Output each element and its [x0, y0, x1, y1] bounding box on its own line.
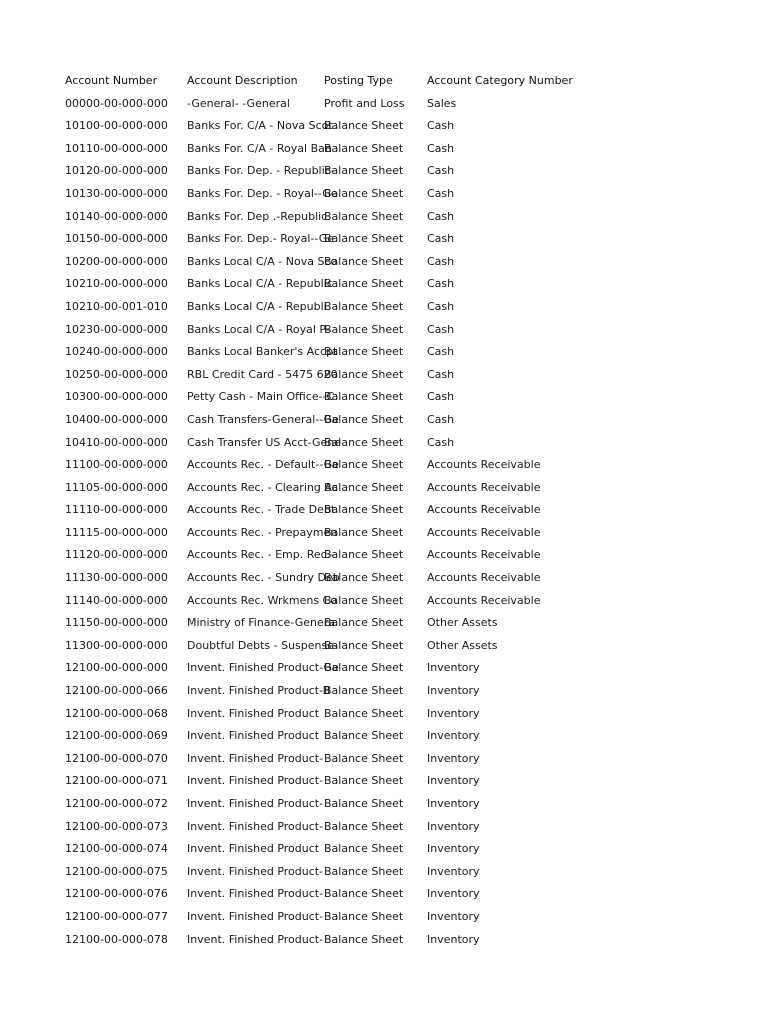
table-row: [0, 703, 768, 726]
account-number-cell: 11105-00-000-000: [65, 480, 168, 494]
table-row: [0, 364, 768, 387]
account-number-cell: 11100-00-000-000: [65, 458, 168, 472]
table-row: [0, 635, 768, 658]
table-row: [0, 793, 768, 816]
account-description-cell: Invent. Finished Product-: [187, 819, 324, 833]
account-number-cell: 10230-00-000-000: [65, 322, 168, 336]
posting-type-cell: Balance Sheet: [324, 232, 404, 246]
posting-type-cell: Balance Sheet: [324, 367, 404, 381]
posting-type-cell: Balance Sheet: [324, 503, 404, 517]
account-description-cell: Banks Local C/A - Republic: [187, 277, 333, 291]
posting-type-cell: Balance Sheet: [324, 390, 404, 404]
account-category-cell: Inventory: [427, 684, 480, 698]
account-category-cell: Cash: [427, 299, 455, 313]
account-description-cell: Accounts Rec. - Default--Ge: [187, 458, 339, 472]
account-description-cell: Banks Local C/A - Royal P-: [187, 322, 330, 336]
account-description-cell: Cash Transfers-General--Ge: [187, 412, 339, 426]
account-category-cell: Accounts Receivable: [427, 571, 541, 585]
header-account-category-number: Account Category Number: [427, 74, 573, 87]
account-description-cell: Banks For. Dep. - Royal--Ge: [187, 186, 338, 200]
account-number-cell: 10130-00-000-000: [65, 186, 168, 200]
posting-type-cell: Balance Sheet: [324, 751, 404, 765]
account-category-cell: Inventory: [427, 864, 480, 878]
account-category-cell: Inventory: [427, 797, 480, 810]
account-number-cell: 12100-00-000-076: [65, 887, 168, 901]
table-row: [0, 725, 768, 748]
account-category-cell: Cash: [427, 390, 455, 404]
account-number-cell: 12100-00-000-068: [65, 706, 168, 720]
posting-type-cell: Balance Sheet: [324, 525, 404, 539]
header-account-number: Account Number: [65, 74, 158, 87]
posting-type-cell: Profit and Loss: [324, 96, 405, 110]
account-number-cell: 10210-00-001-010: [65, 299, 168, 313]
posting-type-cell: Balance Sheet: [324, 661, 404, 675]
account-category-cell: Inventory: [427, 842, 480, 856]
table-row: [0, 906, 768, 929]
posting-type-cell: Balance Sheet: [324, 887, 404, 901]
account-category-cell: Cash: [427, 232, 455, 246]
posting-type-cell: Balance Sheet: [324, 638, 404, 652]
account-category-cell: Inventory: [427, 661, 480, 675]
posting-type-cell: Balance Sheet: [324, 299, 404, 313]
account-description-cell: Invent. Finished Product-B: [187, 684, 331, 698]
account-description-cell: Cash Transfer US Acct-Gene: [187, 435, 342, 449]
posting-type-cell: Balance Sheet: [324, 729, 404, 743]
account-description-cell: Accounts Rec. - Trade Debt: [187, 503, 336, 517]
account-number-cell: 10150-00-000-000: [65, 232, 168, 246]
account-category-cell: Cash: [427, 164, 455, 178]
table-row: [0, 861, 768, 884]
account-description-cell: Accounts Rec. - Prepaymen: [187, 525, 338, 539]
account-description-cell: Doubtful Debts - Suspense-: [187, 638, 338, 652]
account-category-cell: Cash: [427, 412, 455, 426]
table-row: [0, 296, 768, 319]
account-number-cell: 00000-00-000-000: [65, 96, 168, 110]
account-description-cell: Invent. Finished Product: [187, 729, 320, 743]
account-category-cell: Inventory: [427, 932, 480, 946]
account-description-cell: Invent. Finished Product-: [187, 864, 324, 878]
account-category-cell: Cash: [427, 367, 455, 381]
account-number-cell: 12100-00-000-072: [65, 797, 168, 810]
account-category-cell: Cash: [427, 141, 455, 155]
account-category-cell: Other Assets: [427, 638, 498, 652]
account-description-cell: Petty Cash - Main Office--C: [187, 390, 335, 404]
posting-type-cell: Balance Sheet: [324, 797, 404, 810]
account-description-cell: Invent. Finished Product-: [187, 797, 324, 810]
account-number-cell: 12100-00-000-069: [65, 729, 168, 743]
account-number-cell: 12100-00-000-078: [65, 932, 168, 946]
posting-type-cell: Balance Sheet: [324, 435, 404, 449]
account-number-cell: 11120-00-000-000: [65, 548, 168, 562]
table-row: [0, 454, 768, 477]
posting-type-cell: Balance Sheet: [324, 548, 404, 562]
account-number-cell: 10200-00-000-000: [65, 254, 168, 268]
account-number-cell: 11140-00-000-000: [65, 593, 168, 607]
account-category-cell: Other Assets: [427, 616, 498, 630]
table-row: [0, 838, 768, 861]
account-description-cell: Invent. Finished Product-Ge: [187, 661, 339, 675]
account-category-cell: Accounts Receivable: [427, 480, 541, 494]
account-description-cell: Banks For. Dep. - Republic-: [187, 164, 335, 178]
posting-type-cell: Balance Sheet: [324, 141, 404, 155]
table-row: [0, 228, 768, 251]
account-number-cell: 10400-00-000-000: [65, 412, 168, 426]
posting-type-cell: Balance Sheet: [324, 593, 404, 607]
account-description-cell: Banks For. Dep.- Royal--Ge: [187, 232, 335, 246]
account-number-cell: 12100-00-000-000: [65, 661, 168, 675]
account-category-cell: Cash: [427, 345, 455, 359]
account-category-cell: Cash: [427, 254, 455, 268]
account-description-cell: Invent. Finished Product: [187, 706, 320, 720]
posting-type-cell: Balance Sheet: [324, 164, 404, 178]
account-description-cell: Banks For. C/A - Nova Scot: [187, 119, 333, 133]
posting-type-cell: Balance Sheet: [324, 209, 404, 223]
table-row: [0, 680, 768, 703]
table-row: [0, 748, 768, 771]
account-number-cell: 10300-00-000-000: [65, 390, 168, 404]
account-number-cell: 12100-00-000-066: [65, 684, 168, 698]
account-number-cell: 10140-00-000-000: [65, 209, 168, 223]
table-row: [0, 251, 768, 274]
account-category-cell: Inventory: [427, 751, 480, 765]
table-row: [0, 432, 768, 455]
account-category-cell: Inventory: [427, 909, 480, 923]
table-row: [0, 409, 768, 432]
account-table: [0, 70, 768, 951]
account-number-cell: 11110-00-000-000: [65, 503, 168, 517]
account-description-cell: Accounts Rec. - Sundry Deb: [187, 571, 340, 585]
account-category-cell: Cash: [427, 209, 455, 223]
table-body: [0, 93, 768, 952]
table-row: [0, 567, 768, 590]
account-category-cell: Cash: [427, 435, 455, 449]
posting-type-cell: Balance Sheet: [324, 819, 404, 833]
posting-type-cell: Balance Sheet: [324, 774, 404, 788]
account-number-cell: 12100-00-000-077: [65, 909, 168, 923]
posting-type-cell: Balance Sheet: [324, 909, 404, 923]
account-description-cell: Banks For. Dep .-Republic: [187, 209, 328, 223]
account-number-cell: 10120-00-000-000: [65, 164, 168, 178]
account-description-cell: Banks For. C/A - Royal Ban: [187, 141, 332, 155]
account-description-cell: RBL Credit Card - 5475 620: [187, 367, 338, 381]
header-posting-type: Posting Type: [324, 74, 393, 87]
account-category-cell: Inventory: [427, 887, 480, 901]
account-category-cell: Cash: [427, 119, 455, 133]
account-number-cell: 10250-00-000-000: [65, 367, 168, 381]
account-category-cell: Inventory: [427, 729, 480, 743]
account-category-cell: Inventory: [427, 774, 480, 788]
posting-type-cell: Balance Sheet: [324, 842, 404, 856]
table-row: [0, 93, 768, 116]
account-category-cell: Cash: [427, 322, 455, 336]
account-category-cell: Cash: [427, 186, 455, 200]
posting-type-cell: Balance Sheet: [324, 864, 404, 878]
account-number-cell: 10240-00-000-000: [65, 345, 168, 359]
posting-type-cell: Balance Sheet: [324, 412, 404, 426]
account-number-cell: 10410-00-000-000: [65, 435, 168, 449]
account-category-cell: Cash: [427, 277, 455, 291]
account-description-cell: Banks Local C/A - Nova Sco: [187, 254, 338, 268]
account-number-cell: 12100-00-000-070: [65, 751, 168, 765]
account-number-cell: 10210-00-000-000: [65, 277, 168, 291]
table-row: [0, 183, 768, 206]
posting-type-cell: Balance Sheet: [324, 616, 404, 630]
account-description-cell: Accounts Rec. Wrkmens Co: [187, 593, 337, 607]
posting-type-cell: Balance Sheet: [324, 322, 404, 336]
posting-type-cell: Balance Sheet: [324, 458, 404, 472]
table-row: [0, 273, 768, 296]
account-number-cell: 11115-00-000-000: [65, 525, 168, 539]
table-row: [0, 319, 768, 342]
account-category-cell: Accounts Receivable: [427, 458, 541, 472]
table-row: [0, 929, 768, 952]
account-category-cell: Accounts Receivable: [427, 593, 541, 607]
account-description-cell: -General- -General: [187, 96, 290, 110]
posting-type-cell: Balance Sheet: [324, 684, 404, 698]
account-number-cell: 11300-00-000-000: [65, 638, 168, 652]
account-category-cell: Sales: [427, 96, 457, 110]
account-description-cell: Accounts Rec. - Emp. Rec.-: [187, 548, 335, 562]
header-account-description: Account Description: [187, 74, 298, 87]
account-description-cell: Invent. Finished Product-: [187, 909, 324, 923]
posting-type-cell: Balance Sheet: [324, 706, 404, 720]
account-number-cell: 12100-00-000-075: [65, 864, 168, 878]
account-description-cell: Invent. Finished Product-: [187, 887, 324, 901]
account-category-cell: Accounts Receivable: [427, 503, 541, 517]
account-number-cell: 10100-00-000-000: [65, 119, 168, 133]
table-row: [0, 657, 768, 680]
posting-type-cell: Balance Sheet: [324, 119, 404, 133]
account-number-cell: 11130-00-000-000: [65, 571, 168, 585]
account-number-cell: 10110-00-000-000: [65, 141, 168, 155]
table-row: [0, 138, 768, 161]
table-header-row: [0, 70, 768, 93]
account-description-cell: Invent. Finished Product-: [187, 932, 324, 946]
posting-type-cell: Balance Sheet: [324, 254, 404, 268]
posting-type-cell: Balance Sheet: [324, 345, 404, 359]
account-number-cell: 11150-00-000-000: [65, 616, 168, 630]
table-row: [0, 499, 768, 522]
posting-type-cell: Balance Sheet: [324, 480, 404, 494]
posting-type-cell: Balance Sheet: [324, 571, 404, 585]
account-description-cell: Banks Local C/A - Republi: [187, 299, 327, 313]
account-category-cell: Accounts Receivable: [427, 548, 541, 562]
table-row: [0, 816, 768, 839]
table-row: [0, 386, 768, 409]
table-row: [0, 115, 768, 138]
table-row: [0, 544, 768, 567]
posting-type-cell: Balance Sheet: [324, 277, 404, 291]
account-number-cell: 12100-00-000-074: [65, 842, 168, 856]
posting-type-cell: Balance Sheet: [324, 932, 404, 946]
account-description-cell: Banks Local Banker's Accpt: [187, 345, 338, 359]
table-row: [0, 590, 768, 613]
account-description-cell: Ministry of Finance-Genera: [187, 616, 335, 630]
account-number-cell: 12100-00-000-071: [65, 774, 168, 788]
table-row: [0, 477, 768, 500]
posting-type-cell: Balance Sheet: [324, 186, 404, 200]
account-description-cell: Invent. Finished Product: [187, 842, 320, 856]
table-row: [0, 612, 768, 635]
account-number-cell: 12100-00-000-073: [65, 819, 168, 833]
account-description-cell: Invent. Finished Product-: [187, 751, 324, 765]
account-description-cell: Invent. Finished Product-: [187, 774, 324, 788]
account-category-cell: Inventory: [427, 706, 480, 720]
account-category-cell: Inventory: [427, 819, 480, 833]
table-row: [0, 522, 768, 545]
table-row: [0, 883, 768, 906]
account-category-cell: Accounts Receivable: [427, 525, 541, 539]
account-description-cell: Accounts Rec. - Clearing Ac: [187, 480, 338, 494]
table-row: [0, 206, 768, 229]
table-row: [0, 770, 768, 793]
table-row: [0, 160, 768, 183]
table-row: [0, 341, 768, 364]
